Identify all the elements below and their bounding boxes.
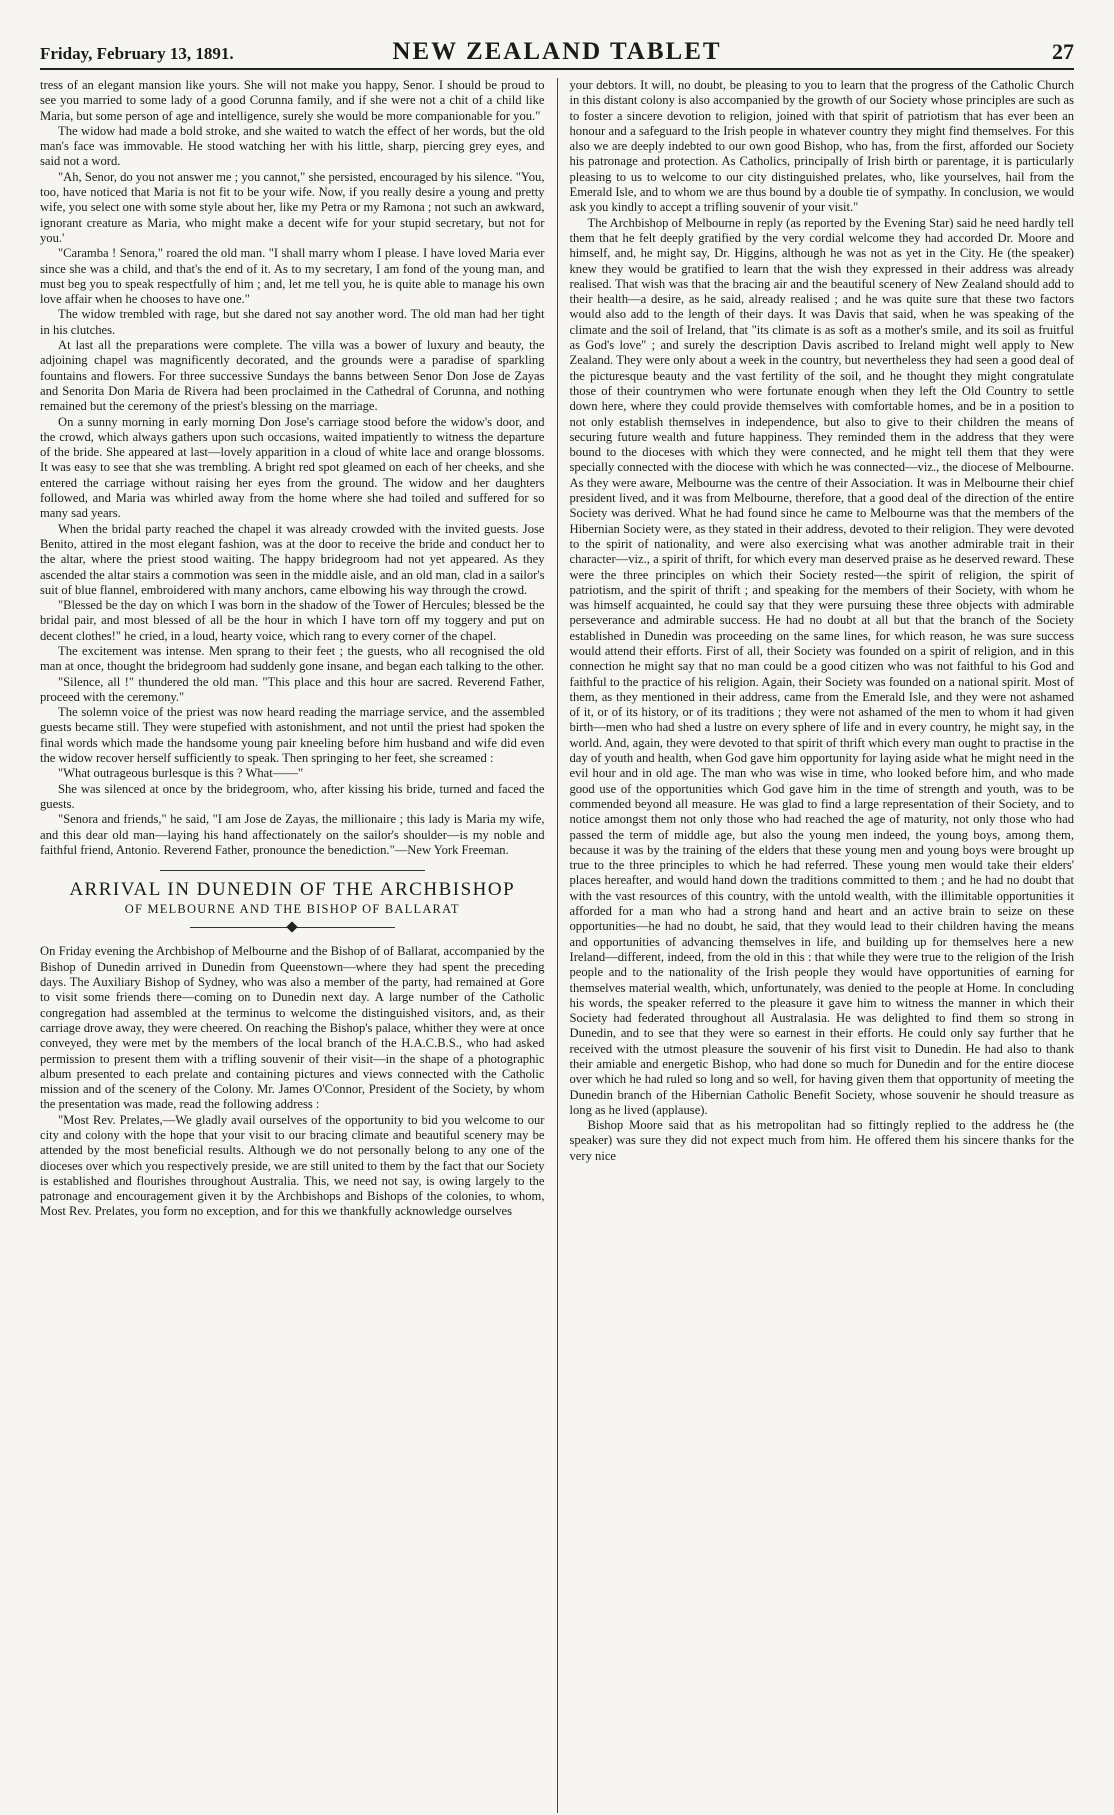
story-paragraph: "Senora and friends," he said, "I am Jose de Zayas, the millionaire ; this lady is Maria my wife, and this dear old man—laying his hand affectionately on the sailor's shoulder—is my noble and faithful friend, Antonio. Reverend Father, pronounce the benediction."—New York Freeman. [40,812,545,857]
story-paragraph: The widow trembled with rage, but she dared not say another word. The old man had her tight in his clutches. [40,307,545,337]
page-number: 27 [1052,39,1074,64]
article-paragraph: Bishop Moore said that as his metropolitan had so fittingly replied to the address he (the speaker) was sure they did not expect much from him. He offered them his sincere thanks for the very nice [569,1118,1074,1163]
issue-date: Friday, February 13, 1891. [40,44,234,63]
article-paragraph: your debtors. It will, no doubt, be pleasing to you to learn that the progress of the Catholic Church in this distant colony is also accompanied by the growth of our Society whose principles are such as to foster a sincere devotion to religion, joined with that spirit of patriotism that has ever been an honour and a safeguard to the Irish people in whatever country they might find themselves. For this also we are deeply indebted to our own good Bishop, who has, from the first, afforded our Society his patronage and protection. As Catholics, principally of Irish birth or parentage, it is particularly pleasing to us to welcome to our city distinguished prelates, who, like yourselves, hail from the Emerald Isle, and to whom we are thus bound by a double tie of sympathy. In conclusion, we would ask you kindly to accept a trifling souvenir of your visit." [569,78,1074,215]
story-paragraph: On a sunny morning in early morning Don Jose's carriage stood before the widow's door, and the crowd, which always gathers upon such occasions, waited impatiently to witness the departure of the bride. She appeared at last—lovely apparition in a cloud of white lace and orange blossoms. It was easy to see that she was trembling. A bright red spot gleamed on each of her cheeks, and she entered the carriage without raising her eyes from the ground. The widow and her daughters followed, and Maria was whirled away from the home where she had toiled and suffered for so many sad years. [40,414,545,521]
story-paragraph: When the bridal party reached the chapel it was already crowded with the invited guests. Jose Benito, attired in the most elegant fashion, was at the door to receive the bride and conduct her to the altar, where the priest stood waiting. The happy bridegroom had not yet appeared. As they ascended the altar stairs a commotion was seen in the middle aisle, and an old man, clad in a sailor's suit of blue flannel, embroidered with many anchors, came elbowing his way through the crowd. [40,521,545,597]
column-divider [557,78,558,1813]
story-paragraph: tress of an elegant mansion like yours. She will not make you happy, Senor. I should be proud to see you married to some lady of a good Corunna family, and if she were not a chit of a child like Maria, but some person of age and intelligence, surely she would be more companionable for you." [40,78,545,123]
article-paragraph: "Most Rev. Prelates,—We gladly avail ourselves of the opportunity to bid you welcome to our city and colony with the hope that your visit to our bracing climate and beautiful scenery may be attended by the most beneficial results. Although we do not personally belong to any one of the dioceses over which you respectively preside, we are still united to them by the fact that our Society is established and flourishes throughout Australia. This, we need not say, is owing largely to the patronage and encouragement given it by the Archbishops and Bishops of the colonies, to whom, Most Rev. Prelates, you form no exception, and for this we thankfully acknowledge ourselves [40,1112,545,1219]
story-paragraph: She was silenced at once by the bridegroom, who, after kissing his bride, turned and faced the guests. [40,781,545,811]
text-columns [40,78,1074,1813]
section-divider [160,870,425,871]
story-paragraph: The solemn voice of the priest was now heard reading the marriage service, and the assembled guests became still. They were stupefied with astonishment, and not until the priest had spoken the final words which made the handsome young pair kneeling before him husband and wife did even the widow recover herself sufficiently to speak. Then springing to her feet, she screamed : [40,705,545,766]
story-paragraph: "Ah, Senor, do you not answer me ; you cannot," she persisted, encouraged by his silence. "You, too, have noticed that Maria is not fit to be your wife. Now, if you really desire a young and pretty wife, you select one with some style about her, like my Petra or my Ramona ; not such an awkward, ignorant creature as Maria, who might make a decent wife for your stupid secretary, but not for you.' [40,169,545,245]
article-headline: ARRIVAL IN DUNEDIN OF THE ARCHBISHOP [69,879,516,901]
story-paragraph: "Silence, all !" thundered the old man. "This place and this hour are sacred. Reverend Father, proceed with the ceremony." [40,674,545,704]
article-subheadline: OF MELBOURNE AND THE BISHOP OF BALLARAT [124,902,460,917]
story-paragraph: At last all the preparations were complete. The villa was a bower of luxury and beauty, the adjoining chapel was magnificently decorated, and the grounds were a paradise of sparkling fountains and flowers. For three successive Sundays the banns between Senor Don Jose de Zayas and Senorita Don Maria de Rivera had been proclaimed in the Cathedral of Corunna, and nothing remained but the ceremony of the priest's blessing on the marriage. [40,338,545,414]
article-paragraph: The Archbishop of Melbourne in reply (as reported by the Evening Star) said he need hardly tell them that he felt deeply gratified by the very cordial welcome they had accorded Dr. Moore and himself, and, he might say, Dr. Higgins, although he was not as yet in the City. He (the speaker) knew they would be gratified to learn that the wish they expressed in their address was already realised. That wish was that the bracing air and the beautiful scenery of New Zealand should add to their health—a desire, as he said, already realised ; and he was quite sure that these two factors would also add to the length of their days. It was Davis that said, when he was speaking of the climate and the soil of Ireland, that "its climate is as soft as a mother's smile, and its soil as fruitful as God's love" ; and surely the description Davis ascribed to Ireland might well apply to New Zealand. They were only about a week in the country, but nevertheless they had seen a good deal of the picturesque beauty and the vast fertility of the soil, and he thought they might congratulate those of their countrymen who were fortunate enough when they left the Old Country to settle down here, where they could provide themselves with comfortable homes, and be in a position to not only establish themselves in independence, but also to give to their children the means of securing future wealth and future happiness. They reminded them in the address that they were bound to the dioceses with which they were connected, and he might tell them that they were specially connected with the diocese with which he was connected—viz., the diocese of Melbourne. As they were aware, Melbourne was the centre of their Association. It was in Melbourne their chief president lived, and it was from Melbourne, therefore, that a good deal of the direction of the entire Society was derived. What he had found since he came to Melbourne was that the members of the Hibernian Society were, as they stated in their address, devoted to their religion. They were devoted to the spirit of nationality, and were also exercising what was another admirable trait in their character—viz., a spirit of thrift, for which every man deserved praise as he deserved reward. These were the three principles on which their Society rested—the spirit of religion, the spirit of patriotism, and the spirit of thrift ; and speaking for the members of their Society, with whom he was himself acquainted, he could say that they were pursuing these three objects with admirable perseverance and admirable success. He had no doubt at all but that the branch of the Society established in Dunedin was proceeding on the same lines, for which reason, he was sure success would attend their efforts. First of all, their Society was founded on a spirit of religion, and in this connection he might say that no man could be a good citizen who was not faithful to his God and faithful to the practice of his religion. Again, their Society was founded on a national spirit. Most of them, as they mentioned in their address, came from the Emerald Isle, and they were not ashamed of it, or of its history, or of its traditions ; they were not ashamed of the men to whom it had given birth—men who had shed a lustre on every sphere of life and in every country, he might say, in the world. And, again, they were devoted to that spirit of thrift which every man ought to practise in the day of youth and health, when God gave him opportunity for laying aside what he might need in the evil hour and in old age. The man who was wise in time, who looked before him, and who made good use of the opportunities which God gave him in the time of strength and youth, was to be commended beyond all measure. He was glad to find a large representation of their Society, and to notice amongst them not only those who had reached the age of maturity, not only those who had passed the term of middle age, but also the young men indeed, the young boys, among them, because it was by the training of the elders that these young men and young boys were brought up true to the three principles to which he had referred. These young men would take their elders' places hereafter, and would hand down the traditions committed to them ; and he had no doubt that with the vast resources of this country, with the untold wealth, with the illimitable opportunities it afforded for a man who had a strong hand and heart and an active brain to seize on these opportunities—he had no doubt, he said, that they would lead to their children having the means and opportunities of advancing themselves in life, and building up for themselves here a new Ireland—different, indeed, from the old in this : that while they were true to the religion of the Irish people and to the nationality of the Irish people they would have opportunities of earning for themselves material wealth, which, unfortunately, was denied to the people at Home. In concluding his words, the speaker referred to the pleasure it gave him to witness the manner in which their Society had federated throughout all Australasia. He was delighted to find them so strong in Dunedin, and to see that they were so earnest in their efforts. He could only say further that he received with the utmost pleasure the souvenir of his first visit to Dunedin. He had also to thank their amiable and energetic Bishop, who had done so much for Dunedin and for the entire diocese over which he had ruled so long and so well, for having given them that opportunity of meeting the Dunedin branch of the Hibernian Catholic Benefit Society, whose souvenir he should treasure as long as he lived (applause). [569,215,1074,1117]
diamond-ornament [287,922,298,933]
article-paragraph: On Friday evening the Archbishop of Melbourne and the Bishop of of Ballarat, accompanied by the Bishop of Dunedin arrived in Dunedin from Queenstown—where they had spent the preceding days. The Auxiliary Bishop of Sydney, who was also a member of the party, had remained at Gore to visit some friends there—coming on to Dunedin next day. A large number of the Catholic congregation had assembled at the terminus to welcome the distinguished visitors, and, as their carriage drove away, they were cheered. On reaching the Bishop's palace, whither they were at once conveyed, they were met by the members of the local branch of the H.A.C.B.S., who had asked permission to present them with a trifling souvenir of their visit—in the shape of a photographic album presented to each prelate and containing pictures and views connected with the Catholic mission and of the scenery of the Colony. Mr. James O'Connor, President of the Society, by whom the presentation was made, read the following address : [40,944,545,1112]
right-column [566,78,1075,1813]
masthead [40,38,1074,70]
story-paragraph: The excitement was intense. Men sprang to their feet ; the guests, who all recognised the old man at once, thought the bridegroom had suddenly gone insane, and began each talking to the other. [40,643,545,674]
left-column [40,78,557,1813]
ornamental-rule [190,927,395,934]
story-paragraph: The widow had made a bold stroke, and she waited to watch the effect of her words, but the old man's face was immovable. He stood watching her with his little, sharp, piercing grey eyes, and said not a word. [40,123,545,169]
newspaper-title: NEW ZEALAND TABLET [392,38,722,65]
story-paragraph: "What outrageous burlesque is this ? What——" [58,766,304,781]
story-paragraph: "Blessed be the day on which I was born in the shadow of the Tower of Hercules; blessed be the bridal pair, and most blessed of all be the hour in which I have torn off my toggery and put on decent clothes!" he cried, in a loud, hearty voice, which rang to every corner of the chapel. [40,598,545,643]
story-paragraph: "Caramba ! Senora," roared the old man. "I shall marry whom I please. I have loved Maria ever since she was a child, and that's the end of it. As to my secretary, I am fond of the young man, and must beg you to speak respectfully of him ; and, let me tell you, he is quite able to manage his own love affair when he chooses to have one." [40,246,545,307]
